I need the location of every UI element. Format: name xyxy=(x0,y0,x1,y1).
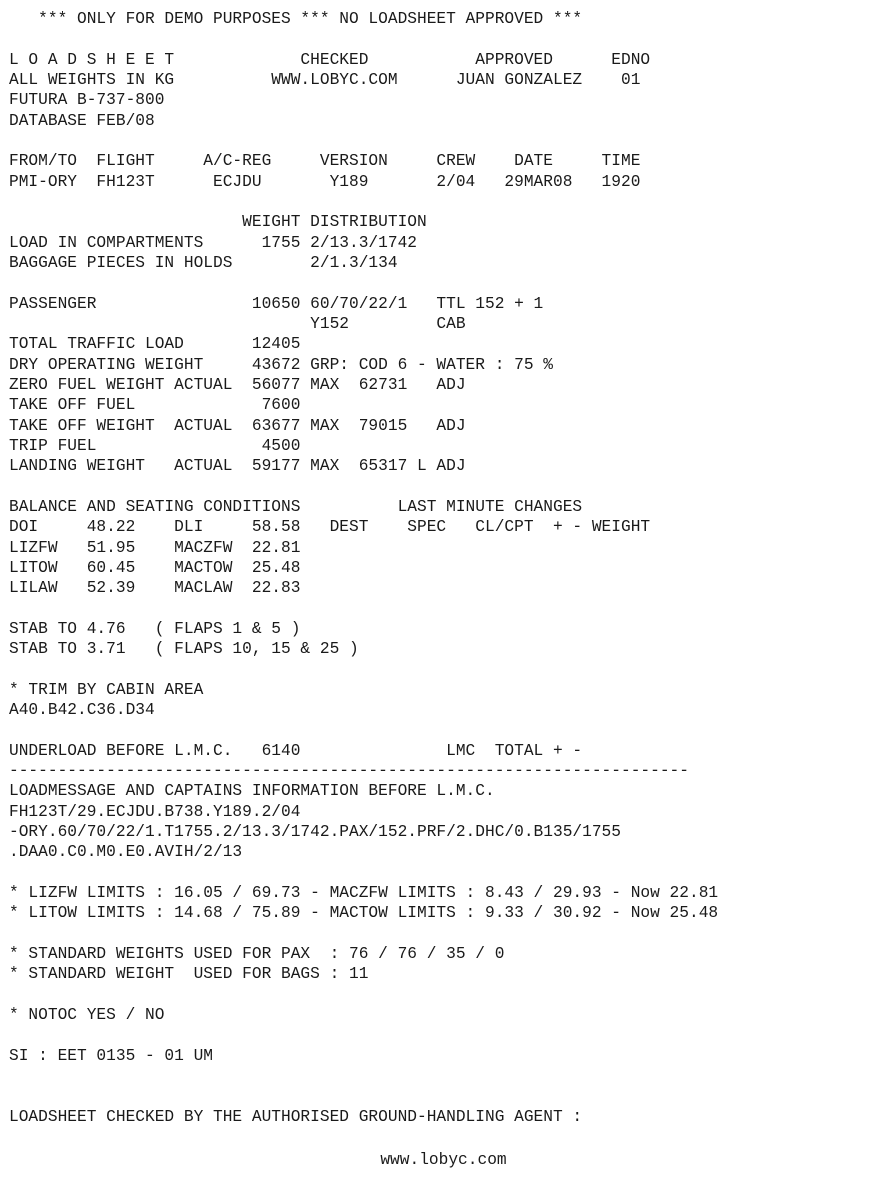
loadsheet-line: TRIP FUEL 4500 xyxy=(9,436,301,455)
footer-url: www.lobyc.com xyxy=(380,1151,507,1169)
loadsheet-line: L O A D S H E E T CHECKED APPROVED EDNO xyxy=(9,50,651,69)
loadsheet-line: FUTURA B-737-800 xyxy=(9,91,165,110)
blank-line xyxy=(9,1066,879,1086)
loadsheet-line: LITOW 60.45 MACTOW 25.48 xyxy=(9,558,301,577)
blank-line xyxy=(9,1025,879,1045)
blank-line xyxy=(9,273,879,293)
loadsheet-line: PASSENGER 10650 60/70/22/1 TTL 152 + 1 xyxy=(9,294,544,313)
blank-line xyxy=(9,924,879,944)
loadsheet-line: LOADSHEET CHECKED BY THE AUTHORISED GROUND-HANDLING AGENT : xyxy=(9,1107,583,1126)
loadsheet-line: * NOTOC YES / NO xyxy=(9,1006,165,1025)
loadsheet-line: Y152 CAB xyxy=(9,314,466,333)
loadsheet-line: STAB TO 4.76 ( FLAPS 1 & 5 ) xyxy=(9,619,301,638)
loadsheet-line: WEIGHT DISTRIBUTION xyxy=(9,213,427,232)
loadsheet-line: A40.B42.C36.D34 xyxy=(9,701,155,720)
blank-line xyxy=(9,29,879,49)
loadsheet-line: BALANCE AND SEATING CONDITIONS LAST MINUTE CHANGES xyxy=(9,497,583,516)
loadsheet-line: ZERO FUEL WEIGHT ACTUAL 56077 MAX 62731 ADJ xyxy=(9,375,466,394)
loadsheet-line: FROM/TO FLIGHT A/C-REG VERSION CREW DATE TIME xyxy=(9,152,641,171)
blank-line xyxy=(9,863,879,883)
blank-line xyxy=(9,599,879,619)
loadsheet-line: STAB TO 3.71 ( FLAPS 10, 15 & 25 ) xyxy=(9,640,359,659)
loadsheet-line: LOADMESSAGE AND CAPTAINS INFORMATION BEFORE L.M.C. xyxy=(9,782,495,801)
loadsheet-line: BAGGAGE PIECES IN HOLDS 2/1.3/134 xyxy=(9,253,398,272)
loadsheet-line: TAKE OFF FUEL 7600 xyxy=(9,396,301,415)
loadsheet-line: * LITOW LIMITS : 14.68 / 75.89 - MACTOW LIMITS : 9.33 / 30.92 - Now 25.48 xyxy=(9,904,719,923)
loadsheet-line: DATABASE FEB/08 xyxy=(9,111,155,130)
loadsheet-line: .DAA0.C0.M0.E0.AVIH/2/13 xyxy=(9,843,243,862)
blank-line xyxy=(9,1086,879,1106)
blank-line xyxy=(9,985,879,1005)
loadsheet-line: LILAW 52.39 MACLAW 22.83 xyxy=(9,579,301,598)
loadsheet-line: UNDERLOAD BEFORE L.M.C. 6140 LMC TOTAL + - xyxy=(9,741,583,760)
loadsheet-line: DOI 48.22 DLI 58.58 DEST SPEC CL/CPT + - WEIGHT xyxy=(9,518,651,537)
loadsheet-document xyxy=(9,9,879,1127)
blank-line xyxy=(9,131,879,151)
loadsheet-line: ALL WEIGHTS IN KG WWW.LOBYC.COM JUAN GONZALEZ 01 xyxy=(9,70,641,89)
loadsheet-line: TAKE OFF WEIGHT ACTUAL 63677 MAX 79015 ADJ xyxy=(9,416,466,435)
loadsheet-line: * LIZFW LIMITS : 16.05 / 69.73 - MACZFW LIMITS : 8.43 / 29.93 - Now 22.81 xyxy=(9,884,719,903)
loadsheet-line: DRY OPERATING WEIGHT 43672 GRP: COD 6 - WATER : 75 % xyxy=(9,355,553,374)
loadsheet-line: ---------------------------------------------------------------------- xyxy=(9,762,689,781)
loadsheet-line: LIZFW 51.95 MACZFW 22.81 xyxy=(9,538,301,557)
blank-line xyxy=(9,192,879,212)
loadsheet-line: * STANDARD WEIGHTS USED FOR PAX : 76 / 76 / 35 / 0 xyxy=(9,945,505,964)
loadsheet-line: FH123T/29.ECJDU.B738.Y189.2/04 xyxy=(9,802,301,821)
blank-line xyxy=(9,477,879,497)
blank-line xyxy=(9,720,879,740)
loadsheet-line: * STANDARD WEIGHT USED FOR BAGS : 11 xyxy=(9,965,369,984)
loadsheet-line: TOTAL TRAFFIC LOAD 12405 xyxy=(9,335,301,354)
loadsheet-line: * TRIM BY CABIN AREA xyxy=(9,680,204,699)
blank-line xyxy=(9,660,879,680)
loadsheet-line: SI : EET 0135 - 01 UM xyxy=(9,1046,213,1065)
loadsheet-line: PMI-ORY FH123T ECJDU Y189 2/04 29MAR08 1920 xyxy=(9,172,641,191)
loadsheet-line: *** ONLY FOR DEMO PURPOSES *** NO LOADSHEET APPROVED *** xyxy=(9,10,583,28)
loadsheet-line: -ORY.60/70/22/1.T1755.2/13.3/1742.PAX/152.PRF/2.DHC/0.B135/1755 xyxy=(9,823,621,842)
loadsheet-line: LANDING WEIGHT ACTUAL 59177 MAX 65317 L ADJ xyxy=(9,457,466,476)
loadsheet-line: LOAD IN COMPARTMENTS 1755 2/13.3/1742 xyxy=(9,233,417,252)
